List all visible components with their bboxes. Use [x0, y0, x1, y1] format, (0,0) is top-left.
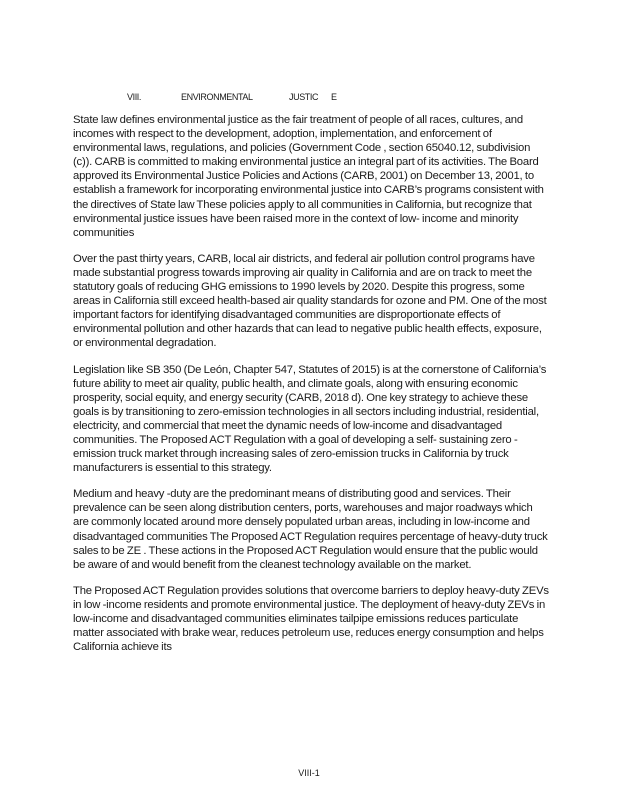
paragraph: Medium and heavy -duty are the predominant means of distributing good and services. Their prevalence can be seen along distribution centers, ports, warehouses and major roadways which are commonly located around more densely populated urban areas, including in low-income and disadvantaged communities The Proposed ACT Regulation requires percentage of heavy-duty truck sales to be ZE . These actions in the Proposed ACT Regulation would ensure that the public would be aware of and would benefit from the cleanest technology available on the market.	[73, 488, 548, 571]
paragraph: Over the past thirty years, CARB, local air districts, and federal air pollution control programs have made substantial progress towards improving air quality in California and are on track to meet the statutory goals of reducing GHG emissions to 1990 levels by 2020. Despite this progress, some areas in California still exceed health-based air quality standards for ozone and PM. One of the most important factors for identifying disadvantaged communities are disproportionate effects of environmental pollution and other hazards that can lead to negative public health effects, exposure, or environmental degradation.	[73, 252, 547, 350]
document-body	[73, 113, 549, 666]
section-title-word-2: JUSTIC	[289, 92, 319, 102]
section-heading	[127, 92, 337, 102]
paragraph: Legislation like SB 350 (De León, Chapter 547, Statutes of 2015) is at the cornerstone of California’s future ability to meet air quality, public health, and climate goals, along with ensuring economic prosperity, social equity, and energy security (CARB, 2018 d). One key strategy to achieve these goals is by transitioning to zero-emission technologies in all sectors including industrial, residential, electricity, and commercial that meet the dynamic needs of low-income and disadvantaged communities. The Proposed ACT Regulation with a goal of developing a self- sustaining zero -emission truck market through increasing sales of zero-emission trucks in California by truck manufacturers is essential to this strategy.	[73, 363, 547, 475]
page-number: VIII-1	[298, 768, 320, 778]
section-title-word-1: ENVIRONMENTAL	[181, 92, 253, 102]
section-number: VIII.	[127, 92, 142, 102]
paragraph: State law defines environmental justice as the fair treatment of people of all races, cultures, and incomes with respect to the development, adoption, implementation, and enforcement of environmental laws, regulations, and policies (Government Code , section 65040.12, subdivision (c)). CARB is committed to making environmental justice an integral part of its activities. The Board approved its Environmental Justice Policies and Actions (CARB, 2001) on December 13, 2001, to establish a framework for incorporating environmental justice into CARB’s programs consistent with the directives of State law These policies apply to all communities in California, but recognize that environmental justice issues have been raised more in the context of low- income and minority communities	[73, 114, 544, 239]
paragraph: The Proposed ACT Regulation provides solutions that overcome barriers to deploy heavy-duty ZEVs in low -income residents and promote environmental justice. The deployment of heavy-duty ZEVs in low-income and disadvantaged communities eliminates tailpipe emissions reduces particulate matter associated with brake wear, reduces petroleum use, reduces energy consumption and helps California achieve its	[73, 584, 549, 654]
section-title-word-3: E	[331, 92, 337, 102]
